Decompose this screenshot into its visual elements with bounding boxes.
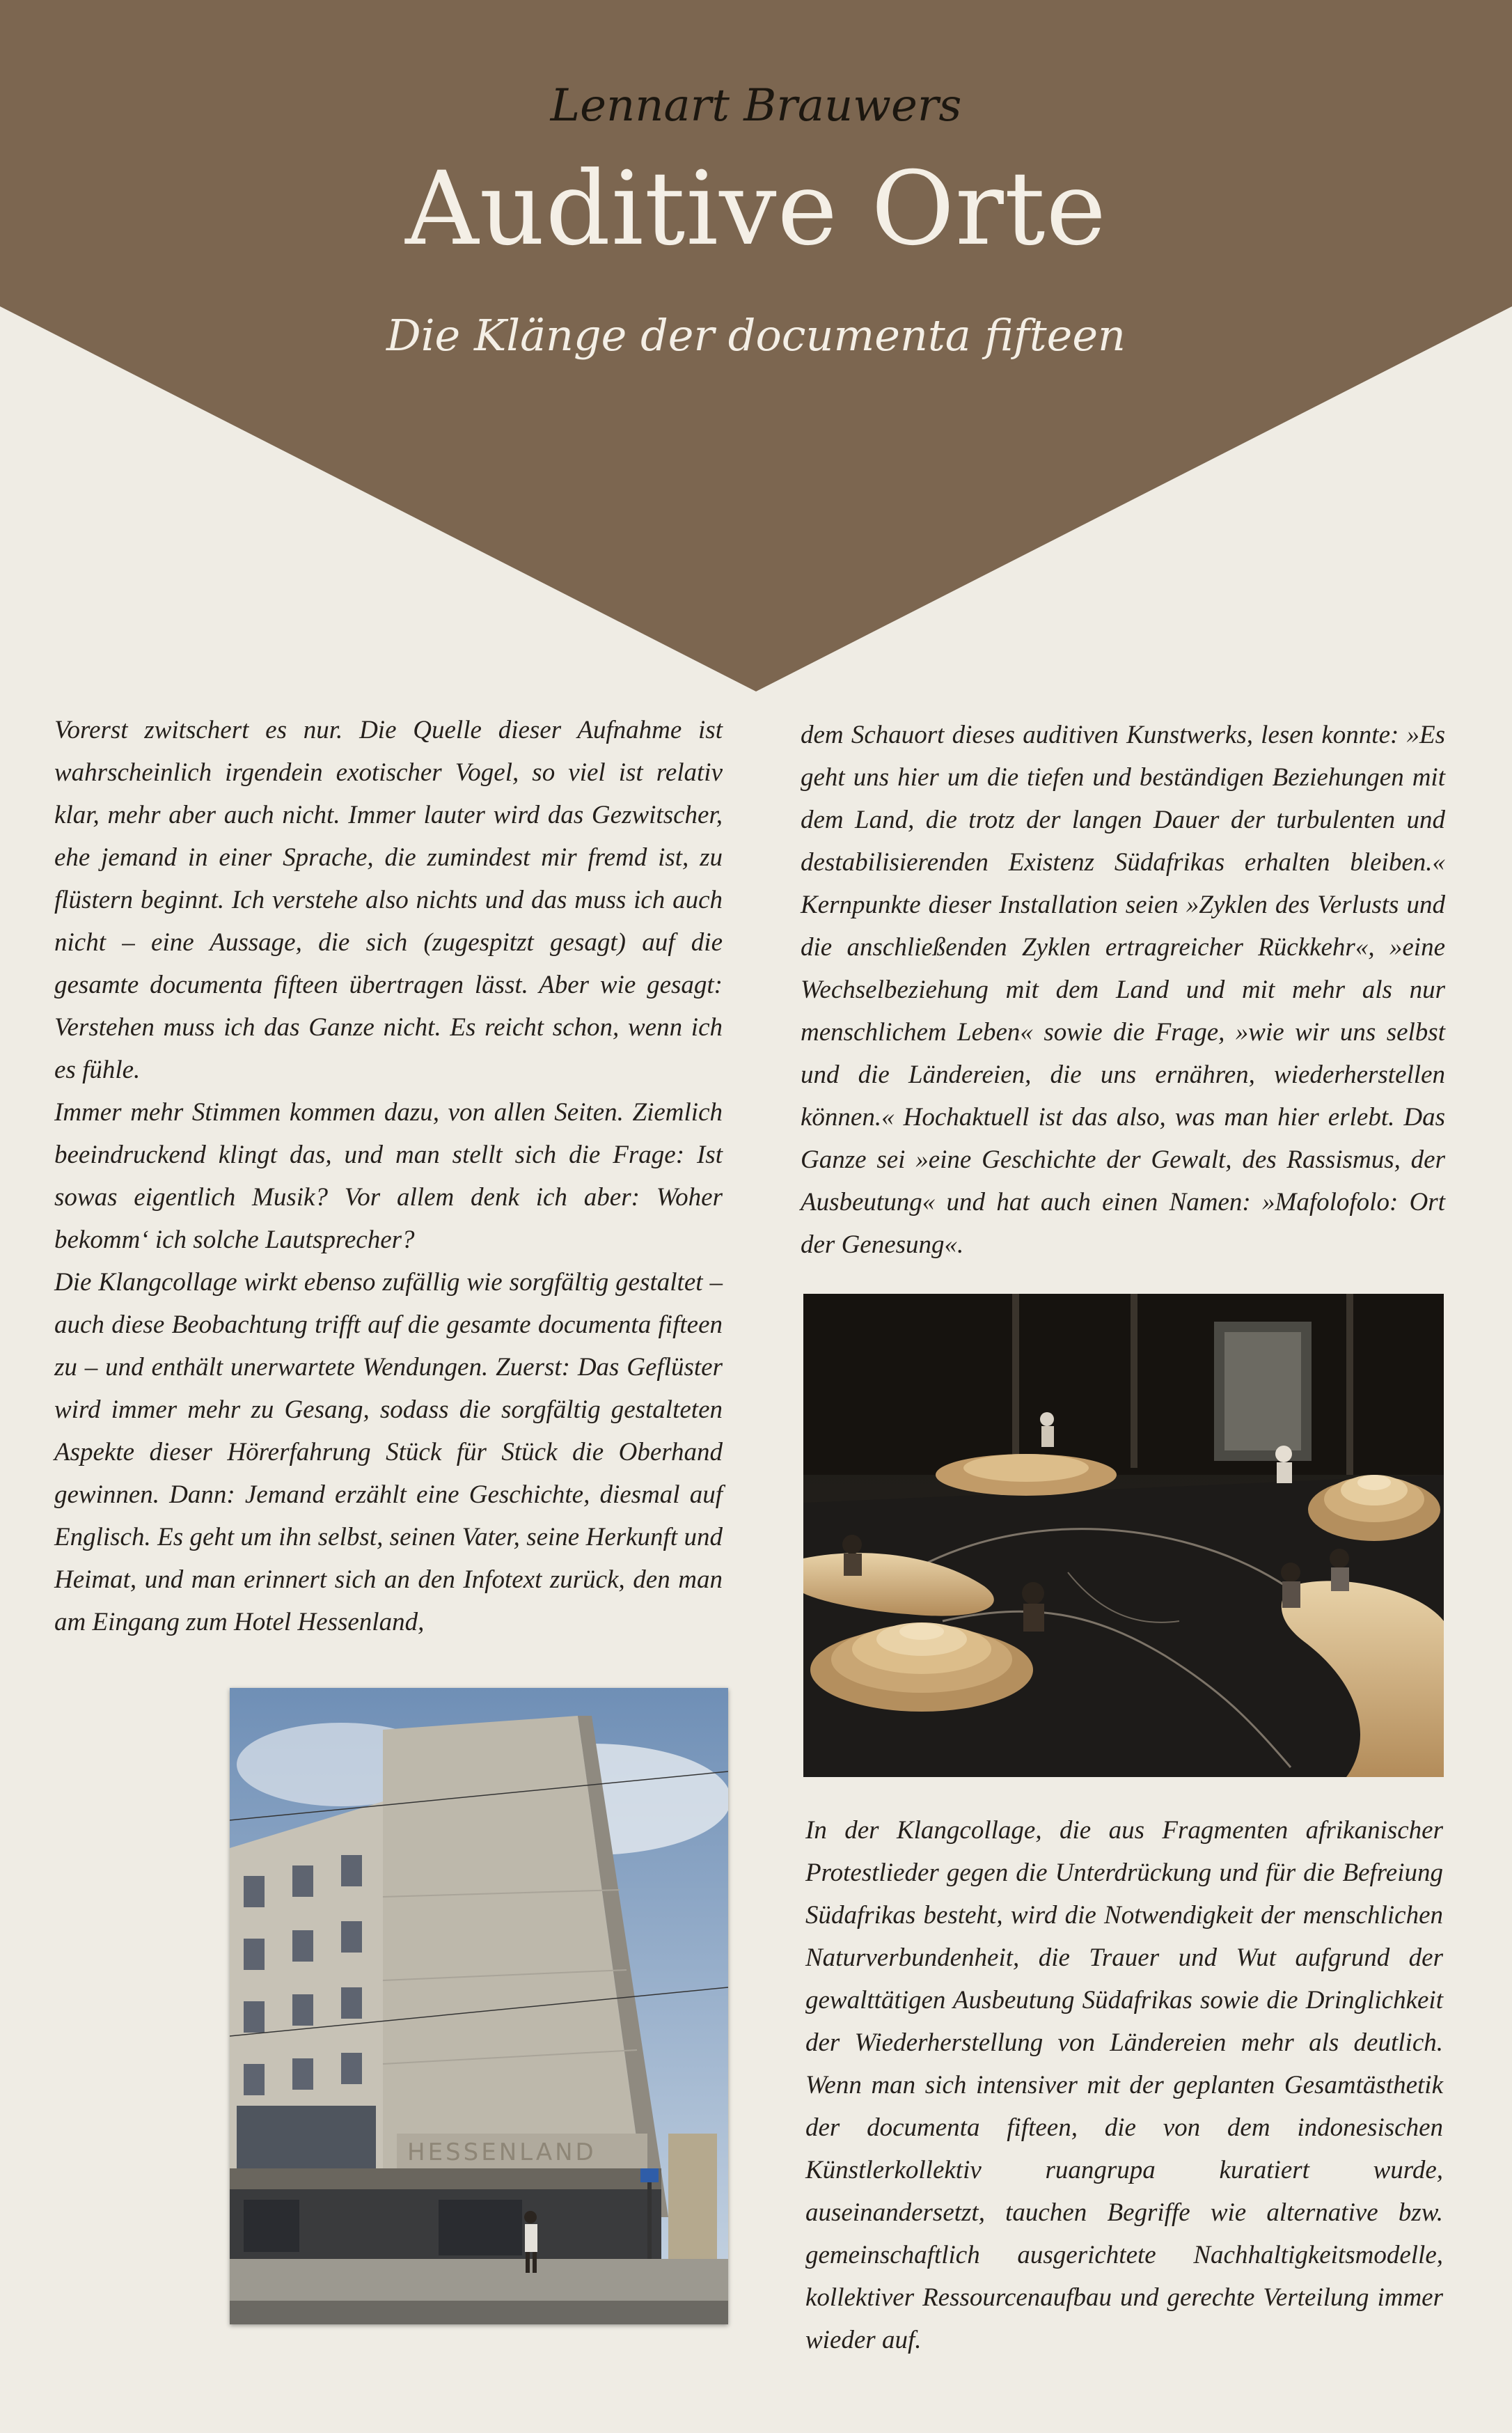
image-caption [805,1809,1443,2361]
right-column [801,714,1445,1266]
article-title: Auditive Orte [405,150,1107,268]
paragraph: dem Schauort dieses auditiven Kunstwerks, lesen konnte: »Es geht uns hier um die tiefen und beständigen Beziehungen mit dem Land, die trotz der langen Dauer der turbulenten und destabilisierenden Existenz Südafrikas erhalten bleiben.« Kernpunkte dieser Installation seien »Zyklen des Verlusts und die anschließenden Zyklen ertragreicher Rückkehr«, »eine Wechselbeziehung mit dem Land und mit mehr als nur menschlichem Leben« sowie die Frage, »wie wir uns selbst und die Ländereien, die uns ernähren, wiederherstellen können.« Hochaktuell ist das also, was man hier erlebt. Das Ganze sei »eine Geschichte der Gewalt, des Rassismus, der Ausbeutung« und hat auch einen Namen: »Mafolofolo: Ort der Genesung«. [801,721,1445,1259]
paragraph: Die Klangcollage wirkt ebenso zufällig wie sorgfältig gestaltet – auch diese Beobachtung trifft auf die gesamte documenta fifteen zu – und enthält unerwartete Wendungen. Zuerst: Das Geflüster wird immer mehr zu Gesang, sodass die sorgfältig gestalteten Aspekte dieser Hörerfahrung Stück für Stück die Oberhand gewinnen. Dann: Jemand erzählt eine Geschichte, diesmal auf Englisch. Es geht um ihn selbst, seinen Vater, seine Herkunft und Heimat, und man erinnert sich an den Infotext zurück, den man am Eingang zum Hotel Hessenland, [54,1268,723,1636]
paragraph: In der Klangcollage, die aus Fragmenten afrikanischer Protestlieder gegen die Unterdrückung und für die Befreiung Südafrikas besteht, wird die Notwendigkeit der menschlichen Naturverbundenheit, die Trauer und Wut aufgrund der gewalttätigen Ausbeutung Südafrikas sowie die Dringlichkeit der Wiederherstellung von Ländereien mehr als deutlich. Wenn man sich intensiver mit der geplanten Gesamtästhetik der documenta fifteen, die von dem indonesischen Künstlerkollektiv ruangrupa kuratiert wurde, auseinandersetzt, tauchen Begriffe wie alternative bzw. gemeinschaftlich ausgerichtete Nachhaltigkeitsmodelle, kollektiver Ressourcenaufbau und gerechte Verteilung immer wieder auf. [805,1816,1443,2354]
hotel-sign: HESSENLAND [407,2138,597,2166]
paragraph: Vorerst zwitschert es nur. Die Quelle dieser Aufnahme ist wahrscheinlich irgendein exotischer Vogel, so viel ist relativ klar, mehr aber auch nicht. Immer lauter wird das Gezwitscher, ehe jemand in einer Sprache, die zumindest mir fremd ist, zu flüstern beginnt. Ich verstehe also nichts und das muss ich auch nicht – eine Aussage, die sich (zugespitzt gesagt) auf die gesamte documenta fifteen übertragen lässt. Aber wie gesagt: Verstehen muss ich das Ganze nicht. Es reicht schon, wenn ich es fühle. [54,716,723,1084]
hotel-hessenland-photo [230,1688,728,2324]
article-subtitle: Die Klänge der documenta fifteen [386,310,1126,361]
author-name: Lennart Brauwers [550,80,962,132]
paragraph: Immer mehr Stimmen kommen dazu, von allen Seiten. Ziemlich beeindruckend klingt das, und man stellt sich die Frage: Ist sowas eigentlich Musik? Vor allem denk ich aber: Woher bekomm‘ ich solche Lautsprecher? [54,1098,723,1254]
installation-photo [803,1294,1444,1777]
left-column [54,709,723,1643]
